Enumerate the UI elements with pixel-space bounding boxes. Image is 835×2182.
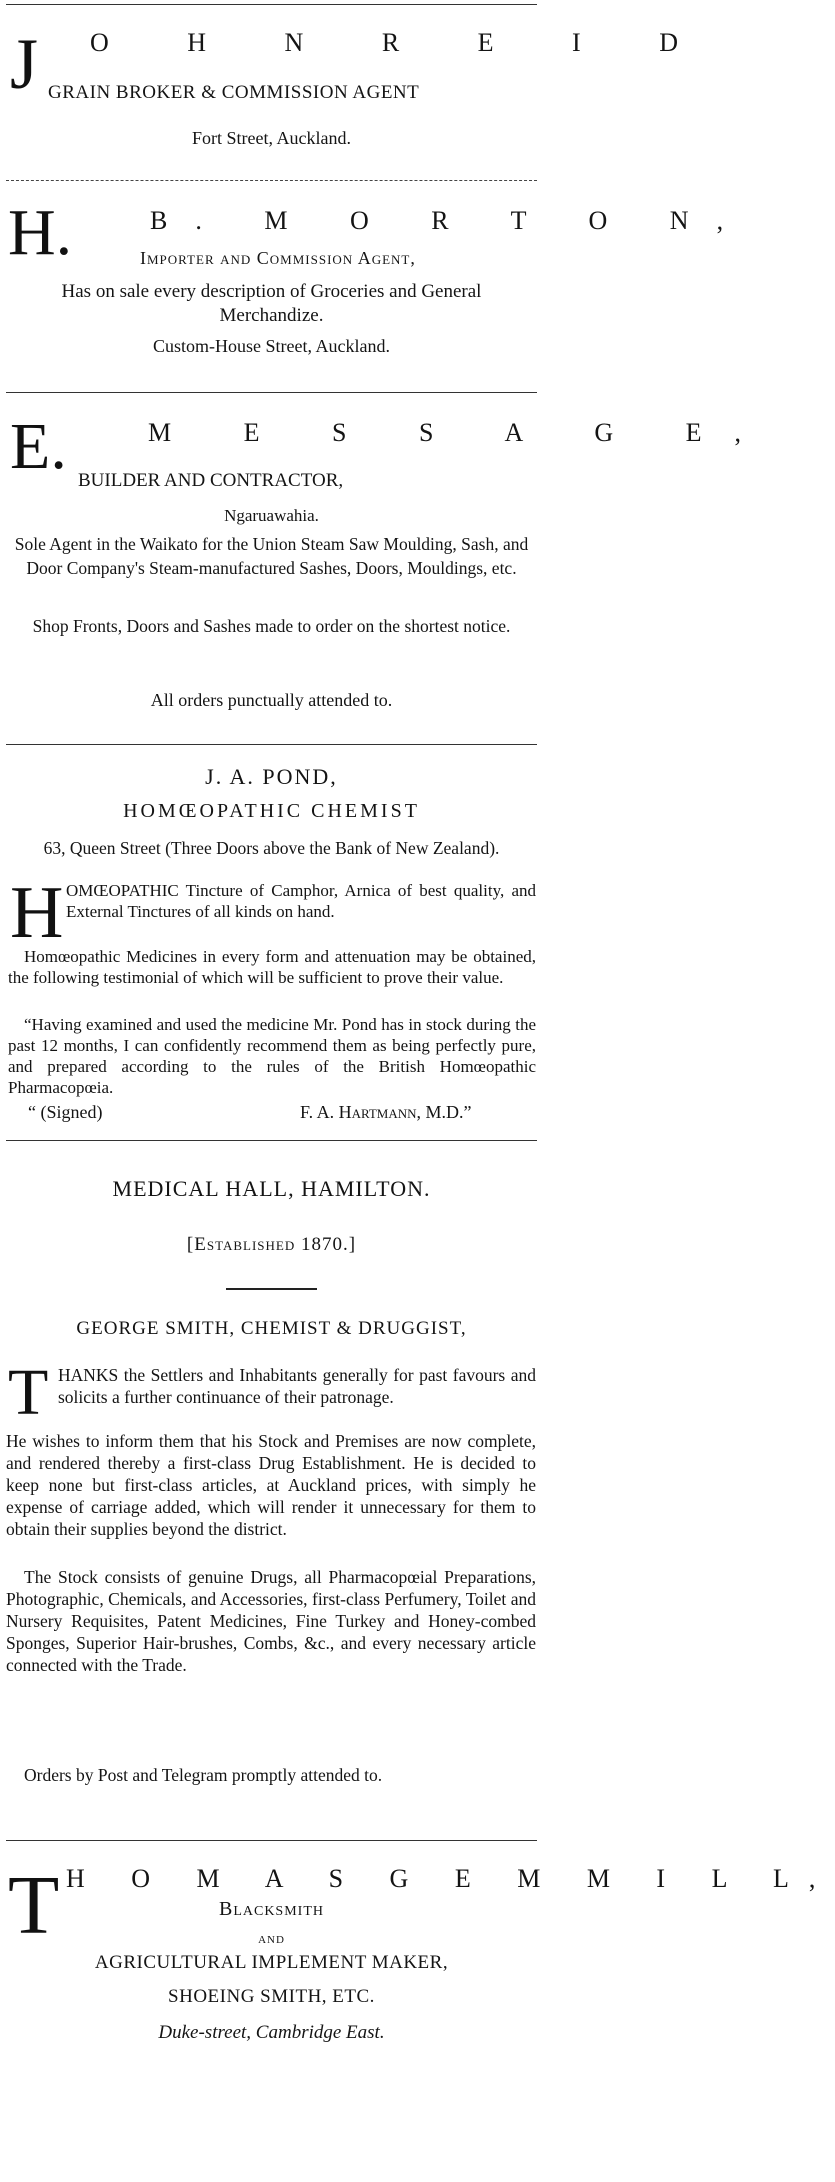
advertiser-trade: Blacksmith (218, 1898, 324, 1920)
advertiser-description: Has on sale every description of Groceries and General Merchandize. (61, 281, 482, 326)
shop-fronts-notice: Shop Fronts, Doors and Sashes made to order on the shortest notice. (32, 616, 511, 636)
divider (6, 1140, 537, 1141)
advertiser-address: 63, Queen Street (Three Doors above the Bank of New Zealand). (43, 838, 500, 858)
thanks-paragraph: He wishes to inform them that his Stock and Premises are now complete, and rendered thereby a first-class Drug Establishment. He is decided to keep none but first-class articles, at Auckland prices, with simply he expense of carriage added, which will render it unnecessary for them to obtain their supplies beyond the district. (6, 1431, 536, 1539)
signer-name: F. A. Hartmann, M.D.” (300, 1102, 472, 1122)
advertiser-trade-2: AGRICULTURAL IMPLEMENT MAKER, (94, 1952, 449, 1973)
divider (6, 392, 537, 393)
medicines-paragraph: Homœopathic Medicines in every form and attenuation may be obtained, the following testimonial of which will be sufficient to prove their value. (8, 947, 536, 987)
divider (6, 1840, 537, 1841)
thanks-lead: HANKS the Settlers and Inhabitants generally for past favours and solicits a further continuance of their patronage. (58, 1365, 536, 1407)
divider (6, 180, 537, 181)
top-rule (6, 4, 537, 5)
drop-cap: H (10, 872, 64, 954)
advertiser-name: M E S S A G E, (148, 418, 774, 447)
signed-label: “ (Signed) (28, 1102, 103, 1122)
drop-cap: J (10, 24, 39, 104)
divider (6, 744, 537, 745)
advertiser-address: Duke-street, Cambridge East. (158, 2022, 385, 2043)
orders-notice: All orders punctually attended to. (150, 690, 393, 710)
orders-paragraph: Orders by Post and Telegram promptly attended to. (24, 1765, 383, 1785)
testimonial-paragraph: “Having examined and used the medicine Mr. Pond has in stock during the past 12 months, I can confidently recommend them as being perfectly pure, and prepared according to the rules of the British Homœopathic Pharmacopœia. (8, 1015, 536, 1097)
drop-cap: T (8, 1356, 49, 1429)
proprietor-name: GEORGE SMITH, CHEMIST & DRUGGIST, (76, 1318, 467, 1339)
advertiser-trade: HOMŒOPATHIC CHEMIST (123, 800, 420, 822)
drop-cap: E. (10, 410, 67, 483)
advertiser-address: Fort Street, Auckland. (192, 128, 351, 148)
drop-cap: H. (8, 196, 73, 269)
advertiser-address: Custom-House Street, Auckland. (153, 336, 390, 356)
advertiser-name: MEDICAL HALL, HAMILTON. (112, 1176, 431, 1201)
product-paragraph: OMŒOPATHIC Tincture of Camphor, Arnica of best quality, and External Tinctures of all kinds on hand. (66, 881, 536, 921)
advertiser-trade: BUILDER AND CONTRACTOR, (78, 470, 344, 491)
advertiser-place: Ngaruawahia. (224, 506, 319, 525)
advertiser-trade: Importer and Commission Agent, (140, 248, 416, 268)
advertiser-trade-3: SHOEING SMITH, ETC. (168, 1986, 375, 2007)
advertiser-name: J. A. POND, (205, 764, 338, 789)
advertiser-name: B. M O R T O N, (150, 206, 752, 235)
drop-cap: T (8, 1859, 60, 1952)
advertiser-trade: GRAIN BROKER & COMMISSION AGENT (48, 82, 420, 103)
conjunction: AND (258, 1934, 285, 1946)
advertiser-name: O H N R E I D (90, 28, 714, 57)
divider (226, 1288, 317, 1290)
agency-notice: Sole Agent in the Waikato for the Union Steam Saw Moulding, Sash, and Door Company's Steam-manufactured Sashes, Doors, Mouldings, etc. (14, 534, 529, 578)
stock-paragraph: The Stock consists of genuine Drugs, all Pharmacopœial Preparations, Photographic, Chemicals, and Accessories, first-class Perfumery, Toilet and Nursery Requisites, Patent Medicines, Fine Turkey and Honey-combed Sponges, Superior Hair-brushes, Combs, &c., and every necessary article connected with the Trade. (6, 1567, 536, 1675)
advertiser-name: H O M A S G E M M I L L, (66, 1864, 835, 1893)
established-note: [Established 1870.] (186, 1234, 357, 1255)
